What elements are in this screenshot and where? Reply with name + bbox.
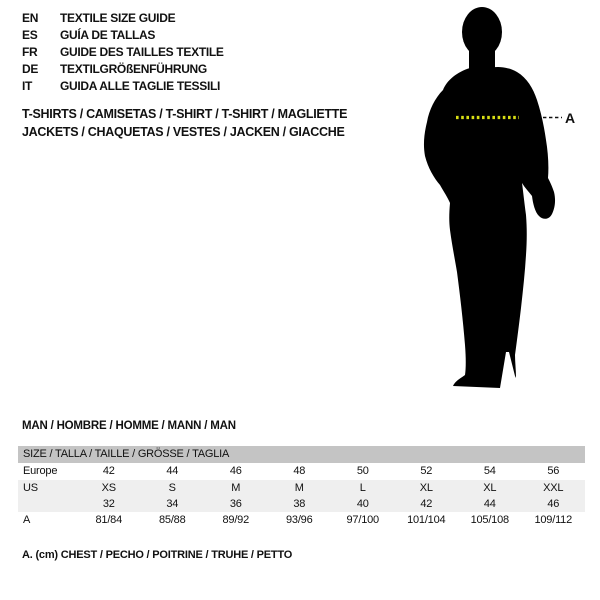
footnote-chest: A. (cm) CHEST / PECHO / POITRINE / TRUHE / PETTO (22, 549, 293, 561)
row-label: Europe (23, 465, 58, 477)
size-value: 34 (166, 498, 179, 510)
language-code: FR (22, 45, 38, 59)
size-value: 101/104 (407, 514, 446, 526)
size-value: L (359, 482, 366, 494)
table-row-us-letters (18, 480, 585, 496)
language-row (22, 27, 224, 44)
size-value: 42 (420, 498, 433, 510)
table-row-a-chest (18, 512, 585, 529)
size-value: 44 (166, 465, 179, 477)
size-value: M (231, 482, 241, 494)
section-title-man: MAN / HOMBRE / HOMME / MANN / MAN (22, 420, 236, 432)
size-value: XL (483, 482, 497, 494)
size-value: 56 (547, 465, 560, 477)
language-list (22, 10, 224, 95)
size-value: S (168, 482, 176, 494)
size-value: 54 (483, 465, 496, 477)
size-value: 38 (293, 498, 306, 510)
size-value: 42 (102, 465, 115, 477)
size-value: 85/88 (158, 514, 186, 526)
size-value: 36 (229, 498, 242, 510)
language-code: ES (22, 28, 38, 42)
row-label (18, 496, 77, 512)
language-title: GUIDE DES TAILLES TEXTILE (60, 45, 224, 59)
table-row-us-numbers (18, 496, 585, 512)
silhouette-neck (469, 42, 495, 70)
size-value: 50 (356, 465, 369, 477)
language-row (22, 44, 224, 61)
language-title: TEXTILGRÖßENFÜHRUNG (60, 62, 207, 76)
man-silhouette-icon (405, 0, 575, 400)
size-value: 52 (420, 465, 433, 477)
language-row (22, 10, 224, 27)
size-value: 32 (102, 498, 115, 510)
size-value: 109/112 (534, 514, 573, 526)
size-value: 81/84 (95, 514, 123, 526)
man-silhouette-figure (405, 0, 575, 400)
silhouette-body (424, 67, 555, 388)
language-row (22, 61, 224, 78)
size-value: 93/96 (285, 514, 313, 526)
size-value: 48 (293, 465, 306, 477)
language-title: GUIDA ALLE TAGLIE TESSILI (60, 79, 221, 93)
category-jackets: JACKETS / CHAQUETAS / VESTES / JACKEN / GIACCHE (22, 125, 345, 139)
size-table-header: SIZE / TALLA / TAILLE / GRÖSSE / TAGLIA (18, 446, 585, 463)
language-code: IT (22, 79, 33, 93)
size-table (18, 446, 585, 529)
size-value: XL (419, 482, 433, 494)
size-value: XS (101, 482, 116, 494)
table-row-europe (18, 463, 585, 480)
category-list (22, 105, 347, 141)
row-label: US (23, 482, 38, 494)
size-value: 97/100 (346, 514, 379, 526)
size-value: 105/108 (470, 514, 509, 526)
language-title: TEXTILE SIZE GUIDE (60, 11, 176, 25)
category-tshirts: T-SHIRTS / CAMISETAS / T-SHIRT / T-SHIRT / MAGLIETTE (22, 107, 348, 121)
table-band-us (18, 480, 585, 512)
size-value: 89/92 (222, 514, 250, 526)
size-value: 44 (483, 498, 496, 510)
size-value: 40 (356, 498, 369, 510)
size-value: 46 (547, 498, 560, 510)
measurement-a-label: A (565, 110, 575, 126)
language-code: DE (22, 62, 39, 76)
row-label: A (23, 514, 31, 526)
language-code: EN (22, 11, 39, 25)
size-value: XXL (543, 482, 564, 494)
size-value: M (294, 482, 304, 494)
size-value: 46 (229, 465, 242, 477)
language-row (22, 78, 224, 95)
language-title: GUÍA DE TALLAS (60, 28, 156, 42)
